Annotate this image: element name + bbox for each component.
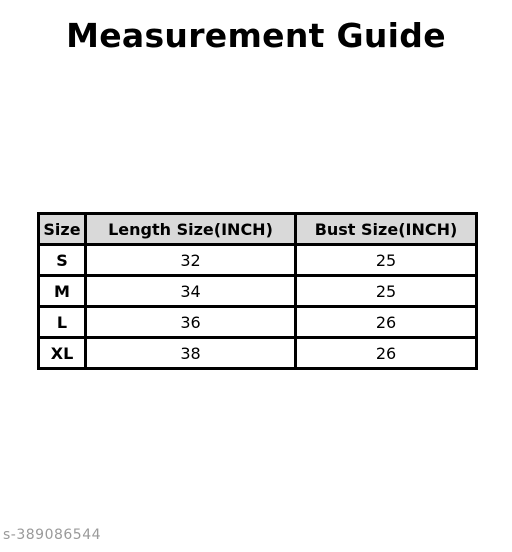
- length-cell: 38: [86, 338, 296, 369]
- table-header-row: [39, 214, 477, 245]
- bust-cell: 25: [296, 245, 477, 276]
- page-title: Measurement Guide: [66, 16, 446, 55]
- measurement-table: [37, 212, 478, 370]
- table-row: [39, 276, 477, 307]
- size-cell: S: [39, 245, 86, 276]
- bust-cell: 25: [296, 276, 477, 307]
- size-cell: XL: [39, 338, 86, 369]
- table-row: [39, 307, 477, 338]
- length-cell: 32: [86, 245, 296, 276]
- table-row: [39, 338, 477, 369]
- watermark-text: s-389086544: [3, 527, 102, 543]
- bust-cell: 26: [296, 307, 477, 338]
- length-cell: 36: [86, 307, 296, 338]
- size-cell: L: [39, 307, 86, 338]
- bust-cell: 26: [296, 338, 477, 369]
- table-row: [39, 245, 477, 276]
- header-bust-size: Bust Size(INCH): [296, 214, 477, 245]
- header-length-size: Length Size(INCH): [86, 214, 296, 245]
- length-cell: 34: [86, 276, 296, 307]
- header-size: Size: [39, 214, 86, 245]
- size-cell: M: [39, 276, 86, 307]
